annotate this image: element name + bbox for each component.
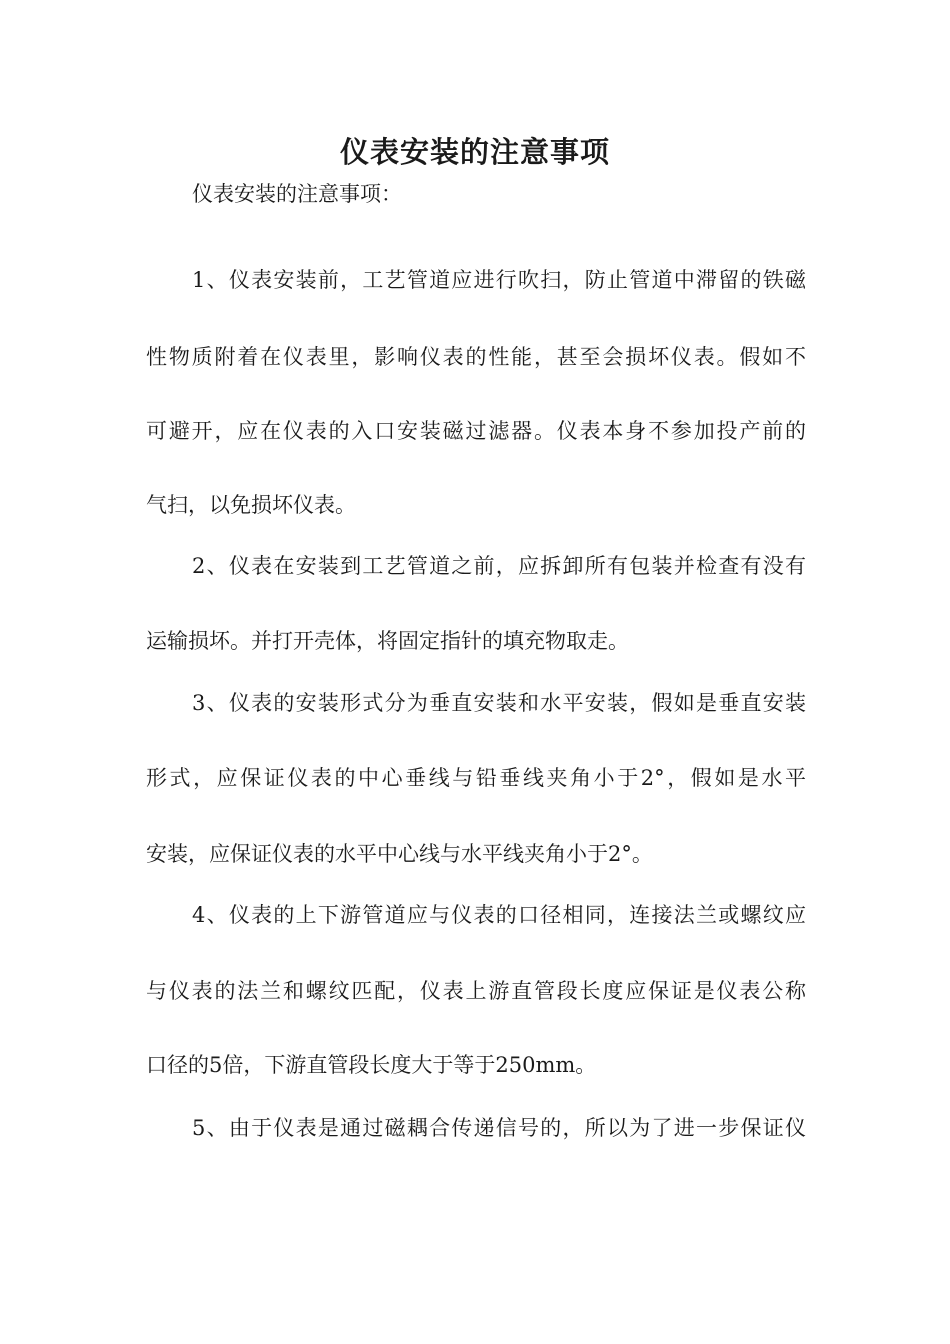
paragraph-line: 1、仪表安装前，工艺管道应进行吹扫，防止管道中滞留的铁磁 (192, 268, 806, 292)
paragraph-line: 气扫，以免损坏仪表。 (146, 493, 356, 517)
paragraph-line: 3、仪表的安装形式分为垂直安装和水平安装，假如是垂直安装 (192, 691, 806, 715)
paragraph-line: 安装，应保证仪表的水平中心线与水平线夹角小于2°。 (146, 842, 653, 866)
paragraph-line: 口径的5倍，下游直管段长度大于等于250mm。 (146, 1053, 597, 1077)
intro-line: 仪表安装的注意事项： (192, 182, 402, 206)
paragraph-line: 性物质附着在仪表里，影响仪表的性能，甚至会损坏仪表。假如不 (146, 345, 806, 369)
paragraph-line: 5、由于仪表是通过磁耦合传递信号的，所以为了进一步保证仪 (192, 1116, 806, 1140)
paragraph-line: 与仪表的法兰和螺纹匹配，仪表上游直管段长度应保证是仪表公称 (146, 979, 806, 1003)
paragraph-line: 形式，应保证仪表的中心垂线与铅垂线夹角小于2°，假如是水平 (146, 766, 806, 790)
paragraph-line: 4、仪表的上下游管道应与仪表的口径相同，连接法兰或螺纹应 (192, 903, 806, 927)
paragraph-line: 可避开，应在仪表的入口安装磁过滤器。仪表本身不参加投产前的 (146, 419, 806, 443)
document-title: 仪表安装的注意事项 (339, 135, 610, 169)
paragraph-line: 2、仪表在安装到工艺管道之前，应拆卸所有包装并检查有没有 (192, 554, 806, 578)
paragraph-line: 运输损坏。并打开壳体，将固定指针的填充物取走。 (146, 629, 629, 653)
